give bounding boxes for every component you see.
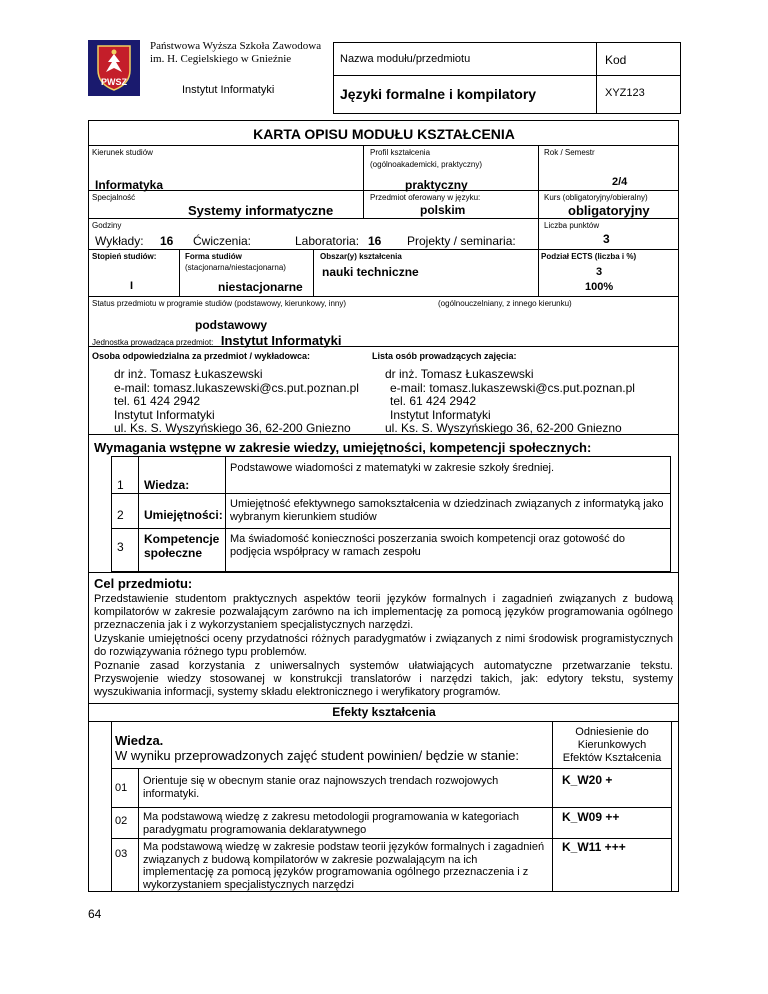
forma-label: Forma studiów	[185, 252, 242, 261]
req-row-name: Wiedza:	[144, 478, 190, 492]
status-value: podstawowy	[195, 318, 268, 332]
req-row-text: Podstawowe wiadomości z matematyki w zakresie szkoły średniej.	[230, 462, 555, 474]
jezyk-value: polskim	[420, 203, 466, 217]
forma-sub: (stacjonarna/niestacjonarna)	[185, 263, 286, 272]
module-name-label: Nazwa modułu/przedmiotu	[340, 53, 471, 65]
kierunek-value: Informatyka	[95, 178, 164, 192]
effect-row-text: Orientuje się w obecnym stanie oraz najnowszych trendach rozwojowych informatyki.	[143, 775, 499, 800]
jednostka-row	[92, 332, 341, 350]
effect-row-text: Ma podstawową wiedzę z zakresu metodologii programowania w kategoriach paradygmatu programowania deklaratywnego	[143, 811, 520, 836]
ects-label: Podział ECTS (liczba i %)	[541, 252, 637, 261]
pwsz-logo	[88, 40, 140, 96]
effect-row-ref: K_W09 ++	[562, 810, 620, 824]
teachers-list-details	[385, 368, 655, 436]
obszar-value: nauki techniczne	[322, 265, 419, 279]
resp-person-label: Osoba odpowiedzialna za przedmiot / wykładowca:	[92, 351, 311, 361]
wiedza-subtitle: W wyniku przeprowadzonych zajęć student powinien/ będzie w stanie:	[115, 748, 519, 763]
school-name-line1: Państwowa Wyższa Szkoła Zawodowa	[150, 40, 322, 52]
req-row-num: 3	[117, 540, 124, 554]
jezyk-label: Przedmiot oferowany w języku:	[370, 193, 481, 202]
card-title: KARTA OPISU MODUŁU KSZTAŁCENIA	[253, 126, 515, 142]
req-row-num: 2	[117, 508, 124, 522]
resp-person-line: e-mail: tomasz.lukaszewski@cs.put.poznan.pl	[114, 380, 359, 395]
status-label-2: (ogólnouczelniany, z innego kierunku)	[438, 299, 572, 308]
teacher-line: Instytut Informatyki	[390, 407, 491, 422]
kurs-label: Kurs (obligatoryjny/obieralny)	[544, 193, 648, 202]
profil-value: praktyczny	[405, 178, 468, 192]
effect-row-num: 02	[115, 815, 128, 827]
ects-value-count: 3	[596, 266, 603, 278]
effect-row-ref: K_W20 +	[562, 773, 613, 787]
obszar-label: Obszar(y) kształcenia	[320, 252, 402, 261]
punkty-value: 3	[603, 232, 610, 246]
rok-label: Rok / Semestr	[544, 148, 595, 157]
godziny-label: Godziny	[92, 221, 122, 230]
wiedza-title: Wiedza.	[115, 733, 164, 748]
punkty-label: Liczba punktów	[544, 221, 600, 230]
specjalnosc-value: Systemy informatyczne	[188, 203, 334, 218]
requirements-title: Wymagania wstępne w zakresie wiedzy, umiejętności, kompetencji społecznych:	[94, 440, 592, 455]
specjalnosc-label: Specjalność	[92, 193, 136, 202]
jednostka-label: Jednostka prowadząca przedmiot:	[92, 338, 214, 347]
ects-value-percent: 100%	[585, 281, 614, 293]
teacher-line: dr inż. Tomasz Łukaszewski	[385, 367, 534, 381]
teachers-list-label: Lista osób prowadzących zajęcia:	[372, 351, 517, 361]
goal-paragraph: Przedstawienie studentom praktycznych aspektów teorii języków formalnych i zagadnień związanych z budową kompilatorów w zakresie pozwalającym zarówno na ich implementację za pomocą języków programowania ogólnego przeznaczenia jak i z wykorzystaniem specjalistycznych narzędzi.	[94, 593, 673, 631]
resp-person-details	[114, 368, 374, 436]
effect-row-text: Ma podstawową wiedzę w zakresie podstaw teorii języków formalnych i zagadnień związanych z budową kompilatorów w zakresie pozwalającym na ich implementację za pomocą języków programowania ogólnego przeznaczenia i z wykorzystaniem specjalistycznych narzędzi	[143, 841, 545, 891]
module-code: XYZ123	[605, 87, 645, 99]
cwiczenia-label: Ćwiczenia:	[193, 234, 252, 248]
school-name-line2: im. H. Cegielskiego w Gnieźnie	[150, 53, 292, 65]
req-row-name: Umiejętności:	[144, 508, 223, 522]
wyklady-label: Wykłady:	[95, 234, 144, 248]
wyklady-value: 16	[160, 234, 174, 248]
laboratoria-value: 16	[368, 234, 382, 248]
teacher-line: e-mail: tomasz.lukaszewski@cs.put.poznan.pl	[390, 380, 635, 395]
effects-title: Efekty kształcenia	[332, 705, 436, 719]
status-label: Status przedmiotu w programie studiów (podstawowy, kierunkowy, inny)	[92, 299, 347, 308]
effect-row-num: 03	[115, 848, 128, 860]
goal-paragraph: Uzyskanie umiejętności oceny przydatności różnych paradygmatów i związanych z nimi środowisk programistycznych do rozwiązywania różnego typu problemów.	[94, 633, 673, 658]
resp-person-line: ul. Ks. S. Wyszyńskiego 36, 62-200 Gniezno	[114, 421, 351, 435]
stopien-label: Stopień studiów:	[92, 252, 157, 261]
teacher-line: tel. 61 424 2942	[390, 394, 477, 408]
module-name: Języki formalne i kompilatory	[340, 86, 537, 102]
reference-header: Odniesienie do Kierunkowych Efektów Kształcenia	[562, 726, 662, 764]
kierunek-label: Kierunek studiów	[92, 148, 153, 157]
kurs-value: obligatoryjny	[568, 203, 650, 218]
forma-value: niestacjonarne	[218, 280, 303, 294]
effect-row-num: 01	[115, 782, 128, 794]
stopien-value: I	[130, 280, 134, 292]
laboratoria-label: Laboratoria:	[295, 234, 360, 248]
projekty-label: Projekty / seminaria:	[407, 234, 516, 248]
jednostka-value: Instytut Informatyki	[220, 333, 342, 348]
resp-person-line: tel. 61 424 2942	[114, 394, 201, 408]
code-label: Kod	[605, 53, 627, 67]
req-row-name: Kompetencje społeczne	[144, 532, 220, 560]
goal-title: Cel przedmiotu:	[94, 576, 193, 591]
profil-sub: (ogólnoakademicki, praktyczny)	[370, 160, 483, 169]
institute-name: Instytut Informatyki	[182, 84, 275, 96]
logo-text: PWSZ	[101, 77, 127, 87]
goal-paragraph: Poznanie zasad korzystania z uniwersalnych systemów ułatwiających automatyczne przetwarzanie tekstu. Przyswojenie wiedzy stosowanej w konstrukcji translatorów i narzędzi takich, jak: edytory tekstu, systemy wyszukiwania informacji, systemy składu elektronicznego i weryfikatory programów.	[94, 660, 673, 698]
page-number: 64	[88, 907, 102, 921]
req-row-text: Umiejętność efektywnego samokształcenia w dziedzinach związanych z informatyką jako wybranym kierunkiem studiów	[230, 498, 664, 523]
effect-row-ref: K_W11 +++	[562, 840, 626, 854]
req-row-text: Ma świadomość konieczności poszerzania swoich kompetencji oraz gotowość do podjęcia współpracy w ramach zespołu	[230, 533, 625, 558]
rok-value: 2/4	[612, 176, 628, 188]
resp-person-line: dr inż. Tomasz Łukaszewski	[114, 367, 263, 381]
resp-person-line: Instytut Informatyki	[114, 407, 215, 422]
profil-label: Profil kształcenia	[370, 148, 431, 157]
teacher-line: ul. Ks. S. Wyszyńskiego 36, 62-200 Gniezno	[385, 421, 622, 435]
req-row-num: 1	[117, 478, 124, 492]
